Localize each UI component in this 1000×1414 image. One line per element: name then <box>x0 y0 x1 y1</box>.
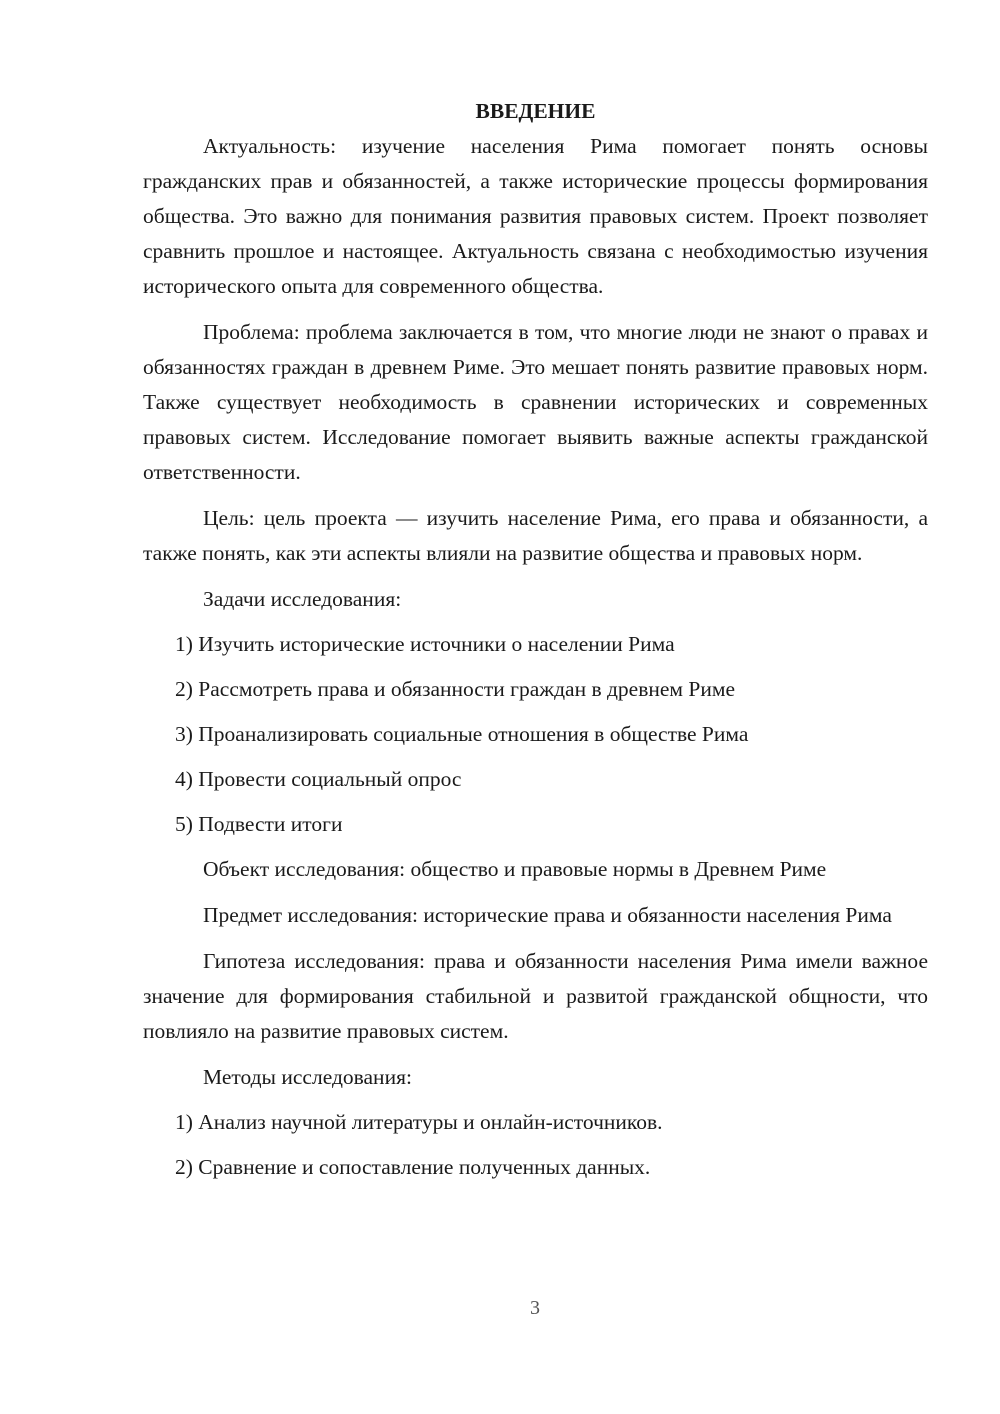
tasks-list <box>143 627 928 842</box>
object-paragraph: Объект исследования: общество и правовые нормы в Древнем Риме <box>203 857 827 881</box>
subject-paragraph: Предмет исследования: исторические права и обязанности населения Рима <box>203 903 892 927</box>
list-item: 1) Изучить исторические источники о населении Рима <box>175 632 675 656</box>
methods-list <box>143 1105 928 1185</box>
methods-heading: Методы исследования: <box>203 1065 412 1089</box>
problem-paragraph: Проблема: проблема заключается в том, что многие люди не знают о правах и обязанностях граждан в древнем Риме. Это мешает понять развитие правовых норм. Также существует необходимость в сравнении исторических и современных правовых систем. Исследование помогает выявить важные аспекты гражданской ответственности. <box>143 320 928 484</box>
list-item: 2) Рассмотреть права и обязанности граждан в древнем Риме <box>175 677 736 701</box>
hypothesis-paragraph: Гипотеза исследования: права и обязанности населения Рима имели важное значение для формирования стабильной и развитой гражданской общности, что повлияло на развитие правовых систем. <box>143 949 928 1043</box>
list-item: 5) Подвести итоги <box>175 812 343 836</box>
page-number: 3 <box>530 1297 540 1319</box>
list-item: 3) Проанализировать социальные отношения в обществе Рима <box>175 722 749 746</box>
tasks-heading: Задачи исследования: <box>203 587 402 611</box>
goal-paragraph: Цель: цель проекта — изучить население Рима, его права и обязанности, а также понять, как эти аспекты влияли на развитие общества и правовых норм. <box>143 506 928 565</box>
list-item: 1) Анализ научной литературы и онлайн-источников. <box>175 1110 663 1134</box>
page-title: ВВЕДЕНИЕ <box>475 99 596 123</box>
document-page <box>143 94 928 1195</box>
list-item: 2) Сравнение и сопоставление полученных данных. <box>175 1155 651 1179</box>
list-item: 4) Провести социальный опрос <box>175 767 462 791</box>
relevance-paragraph: Актуальность: изучение населения Рима помогает понять основы гражданских прав и обязанностей, а также исторические процессы формирования общества. Это важно для понимания развития правовых систем. Проект позволяет сравнить прошлое и настоящее. Актуальность связана с необходимостью изучения исторического опыта для современного общества. <box>143 134 928 298</box>
